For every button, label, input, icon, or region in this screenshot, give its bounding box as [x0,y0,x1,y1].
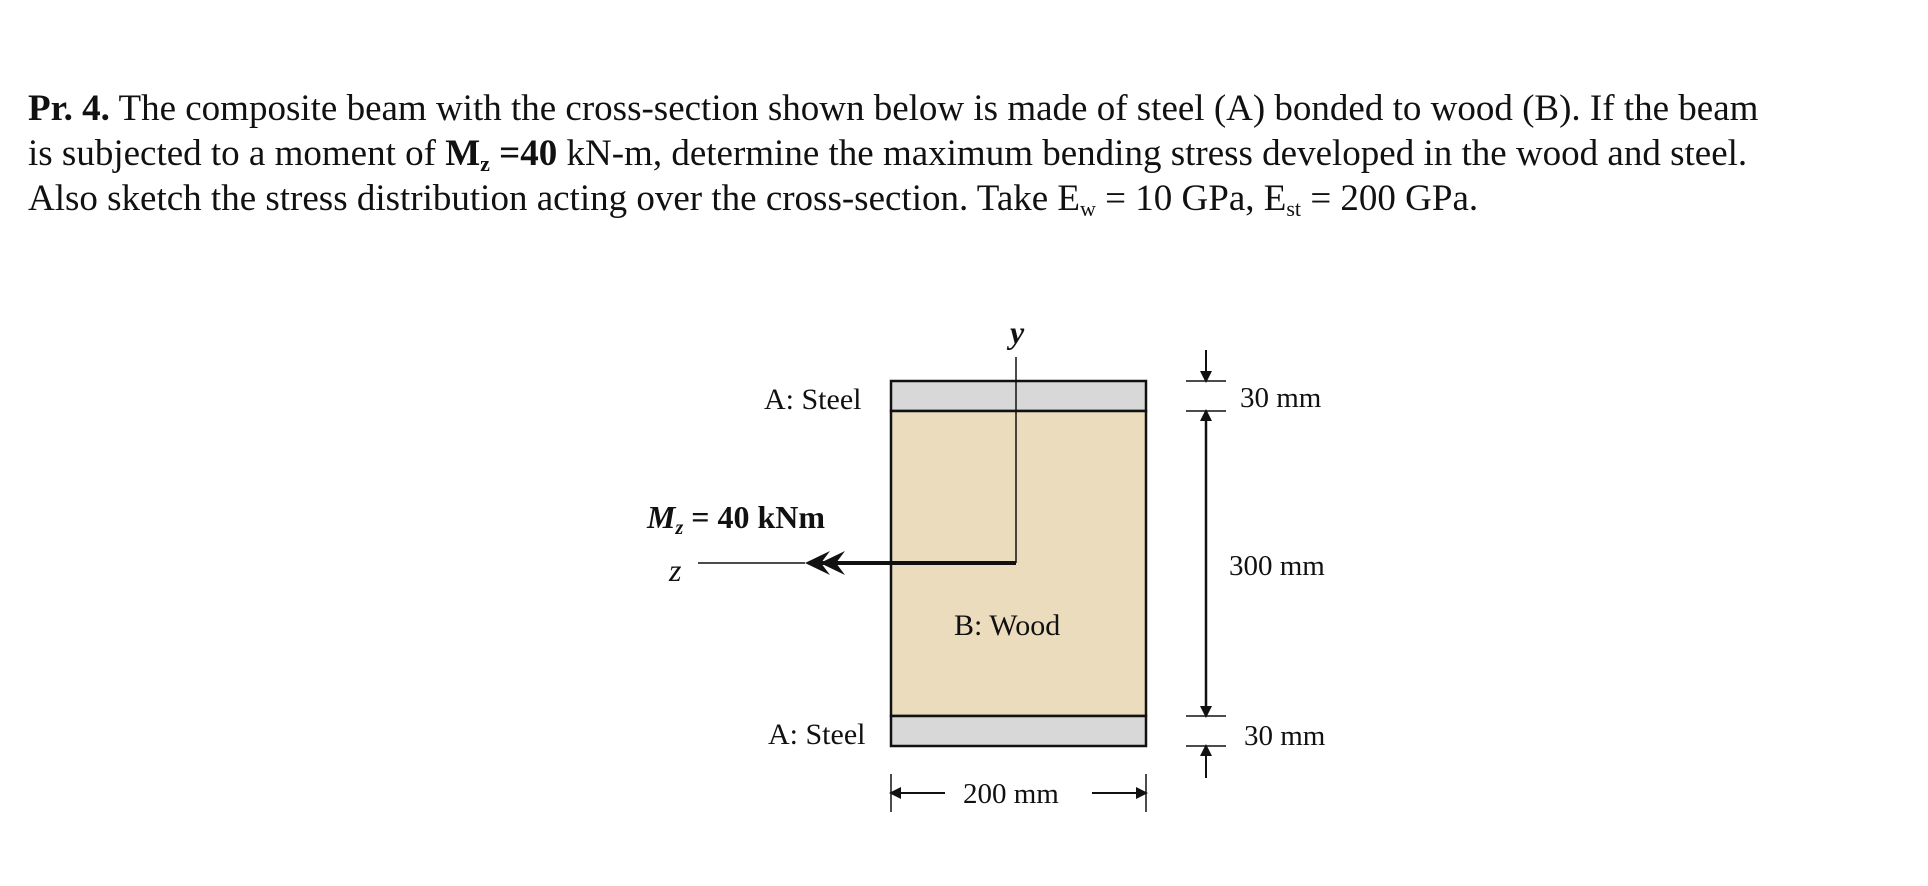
moment-symbol: M [445,133,481,174]
problem-line-1-text: The composite beam with the cross-section shown below is made of steel (A) bonded to wood (B). If the beam [109,88,1759,129]
problem-number: Pr. 4. [28,88,110,129]
ew-value: = 10 GPa, E [1095,178,1287,219]
problem-line-2-suffix: kN-m, determine the maximum bending stress developed in the wood and steel. [557,133,1748,174]
moment-value: =40 [489,133,558,174]
dim-middle-label: 300 mm [1229,550,1325,582]
z-axis-label: z [669,552,682,588]
moment-subscript: z [480,151,490,176]
dim-width-label: 200 mm [963,778,1059,810]
bottom-steel-label: A: Steel [768,718,866,751]
moment-label-symbol: M [647,499,676,535]
problem-line-3-prefix: Also sketch the stress distribution acting over the cross-section. Take E [28,178,1081,219]
moment-label-subscript: z [675,517,684,539]
ew-subscript: w [1080,196,1096,221]
est-subscript: st [1286,196,1302,221]
top-steel-label: A: Steel [764,383,862,416]
est-value: = 200 GPa. [1301,178,1479,219]
top-steel-plate [891,381,1146,411]
moment-label [646,499,825,539]
y-axis-label: y [1010,314,1025,350]
problem-line-2-prefix: is subjected to a moment of [28,133,446,174]
dim-top-label: 30 mm [1240,382,1322,414]
dim-bottom-label: 30 mm [1244,720,1326,752]
moment-label-value: = 40 kNm [683,499,826,535]
bottom-steel-plate [891,716,1146,746]
wood-label: B: Wood [954,609,1061,642]
